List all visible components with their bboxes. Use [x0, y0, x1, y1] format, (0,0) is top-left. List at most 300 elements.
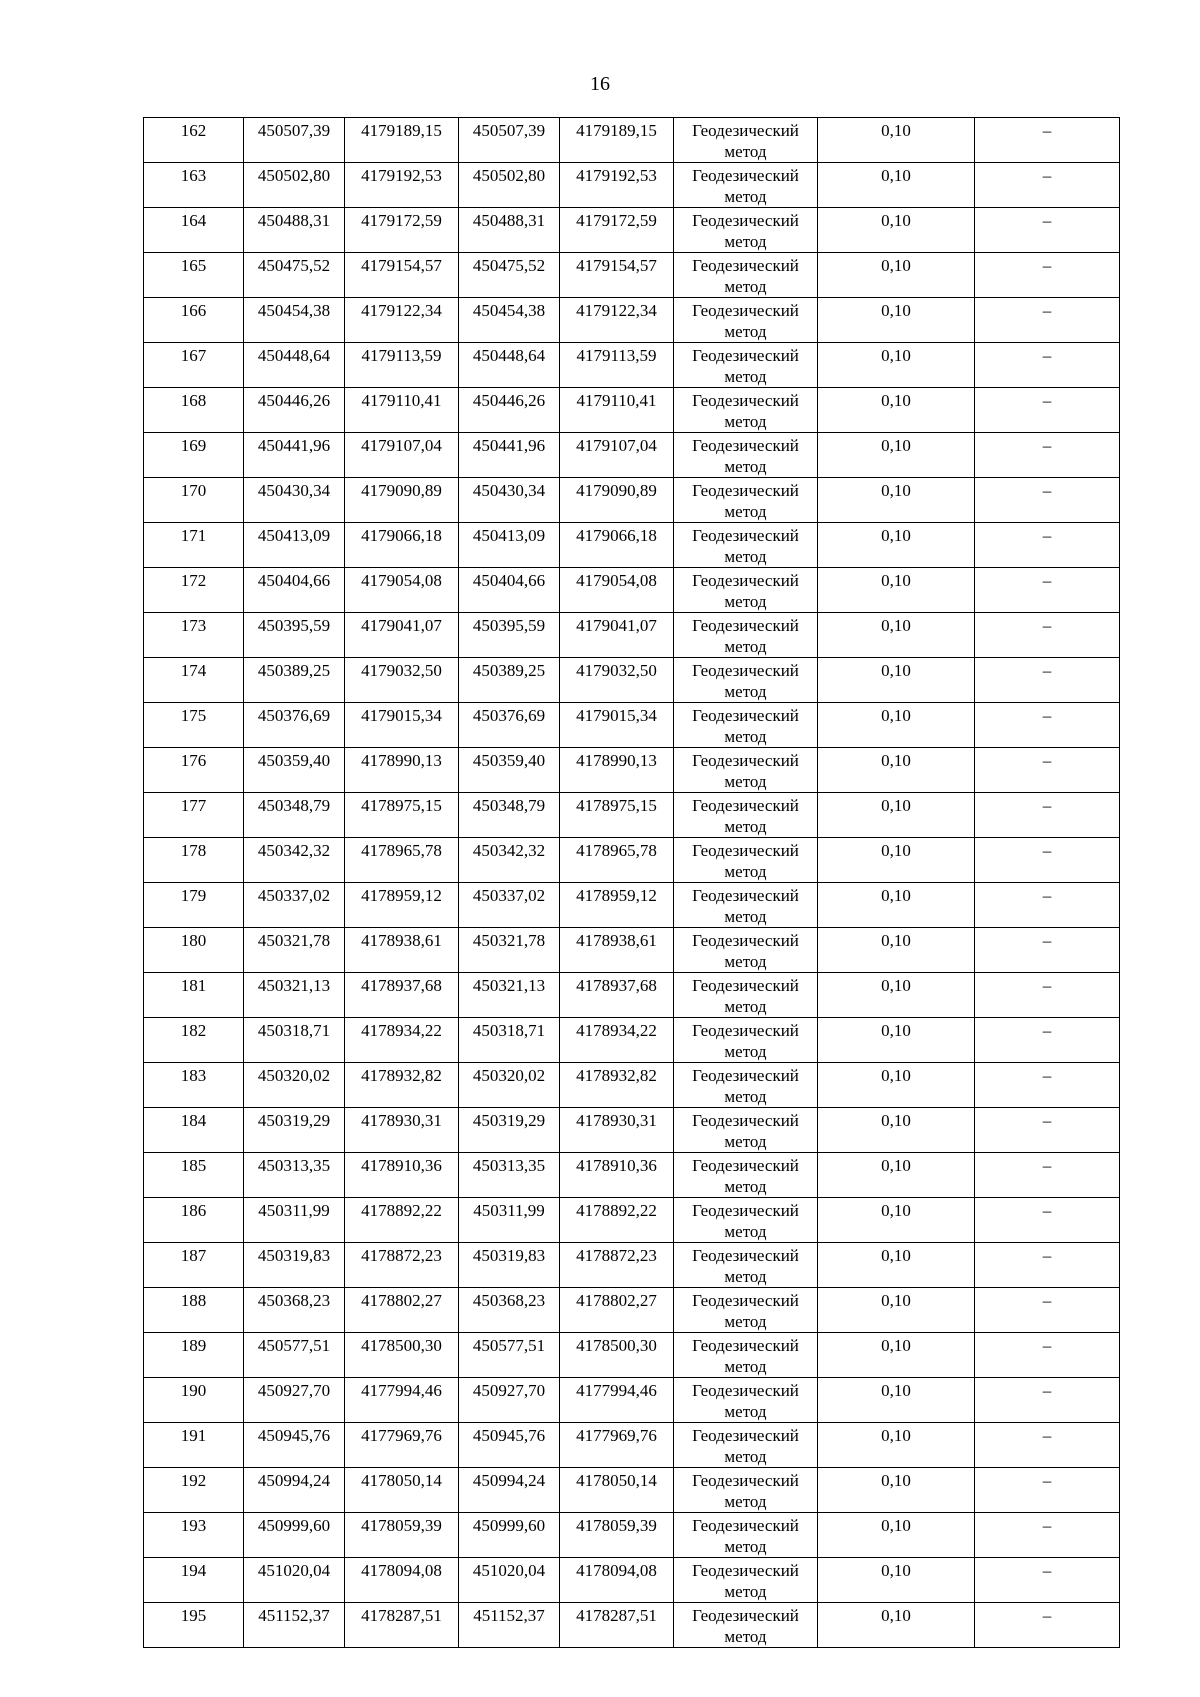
refined-y-cell: 4178059,39 — [560, 1513, 674, 1558]
point-number-cell: 180 — [144, 928, 244, 973]
point-number-cell: 192 — [144, 1468, 244, 1513]
method-line-1: Геодезический — [692, 391, 799, 410]
accuracy-cell: 0,10 — [818, 388, 975, 433]
refined-y-cell: 4178975,15 — [560, 793, 674, 838]
point-number-cell: 191 — [144, 1423, 244, 1468]
refined-y-cell: 4178802,27 — [560, 1288, 674, 1333]
accuracy-cell: 0,10 — [818, 703, 975, 748]
method-cell — [674, 1018, 818, 1063]
refined-y-cell: 4178287,51 — [560, 1603, 674, 1648]
note-cell: – — [975, 1063, 1120, 1108]
refined-y-cell: 4178930,31 — [560, 1108, 674, 1153]
table-row — [144, 253, 1120, 298]
method-line-1: Геодезический — [692, 1021, 799, 1040]
method-cell — [674, 343, 818, 388]
method-cell — [674, 1333, 818, 1378]
table-row — [144, 748, 1120, 793]
existing-y-cell: 4179107,04 — [345, 433, 459, 478]
method-line-2: метод — [724, 997, 767, 1016]
existing-x-cell: 450342,32 — [244, 838, 345, 883]
point-number-cell: 173 — [144, 613, 244, 658]
method-cell — [674, 928, 818, 973]
refined-x-cell: 450342,32 — [459, 838, 560, 883]
existing-y-cell: 4178932,82 — [345, 1063, 459, 1108]
refined-x-cell: 450404,66 — [459, 568, 560, 613]
refined-x-cell: 450994,24 — [459, 1468, 560, 1513]
refined-y-cell: 4179110,41 — [560, 388, 674, 433]
method-line-2: метод — [724, 592, 767, 611]
point-number-cell: 194 — [144, 1558, 244, 1603]
accuracy-cell: 0,10 — [818, 658, 975, 703]
table-row — [144, 1513, 1120, 1558]
refined-x-cell: 450927,70 — [459, 1378, 560, 1423]
refined-x-cell: 450507,39 — [459, 118, 560, 163]
method-line-2: метод — [724, 682, 767, 701]
point-number-cell: 176 — [144, 748, 244, 793]
refined-x-cell: 450999,60 — [459, 1513, 560, 1558]
method-line-1: Геодезический — [692, 301, 799, 320]
page-number: 16 — [590, 73, 610, 95]
method-cell — [674, 1468, 818, 1513]
point-number-cell: 177 — [144, 793, 244, 838]
method-line-2: метод — [724, 277, 767, 296]
refined-y-cell: 4177994,46 — [560, 1378, 674, 1423]
method-line-1: Геодезический — [692, 1561, 799, 1580]
existing-y-cell: 4178094,08 — [345, 1558, 459, 1603]
method-line-2: метод — [724, 1582, 767, 1601]
table-row — [144, 568, 1120, 613]
accuracy-cell: 0,10 — [818, 1243, 975, 1288]
method-cell — [674, 748, 818, 793]
refined-x-cell: 450502,80 — [459, 163, 560, 208]
method-line-1: Геодезический — [692, 661, 799, 680]
note-cell: – — [975, 793, 1120, 838]
note-cell: – — [975, 478, 1120, 523]
refined-y-cell: 4178937,68 — [560, 973, 674, 1018]
existing-y-cell: 4178930,31 — [345, 1108, 459, 1153]
method-cell — [674, 118, 818, 163]
method-line-2: метод — [724, 142, 767, 161]
existing-y-cell: 4178990,13 — [345, 748, 459, 793]
method-cell — [674, 1198, 818, 1243]
point-number-cell: 193 — [144, 1513, 244, 1558]
accuracy-cell: 0,10 — [818, 1468, 975, 1513]
table-row — [144, 343, 1120, 388]
existing-y-cell: 4178959,12 — [345, 883, 459, 928]
existing-x-cell: 450488,31 — [244, 208, 345, 253]
method-line-1: Геодезический — [692, 481, 799, 500]
method-cell — [674, 1153, 818, 1198]
refined-y-cell: 4179041,07 — [560, 613, 674, 658]
existing-x-cell: 450994,24 — [244, 1468, 345, 1513]
refined-y-cell: 4179015,34 — [560, 703, 674, 748]
accuracy-cell: 0,10 — [818, 1153, 975, 1198]
accuracy-cell: 0,10 — [818, 253, 975, 298]
accuracy-cell: 0,10 — [818, 568, 975, 613]
refined-y-cell: 4178965,78 — [560, 838, 674, 883]
method-line-1: Геодезический — [692, 706, 799, 725]
refined-y-cell: 4179066,18 — [560, 523, 674, 568]
accuracy-cell: 0,10 — [818, 1423, 975, 1468]
accuracy-cell: 0,10 — [818, 298, 975, 343]
table-row — [144, 433, 1120, 478]
table-row — [144, 658, 1120, 703]
point-number-cell: 171 — [144, 523, 244, 568]
existing-x-cell: 450395,59 — [244, 613, 345, 658]
note-cell: – — [975, 1243, 1120, 1288]
point-number-cell: 179 — [144, 883, 244, 928]
table-row — [144, 703, 1120, 748]
accuracy-cell: 0,10 — [818, 1288, 975, 1333]
table-row — [144, 1108, 1120, 1153]
method-line-2: метод — [724, 1537, 767, 1556]
existing-y-cell: 4178910,36 — [345, 1153, 459, 1198]
method-line-2: метод — [724, 1132, 767, 1151]
existing-y-cell: 4178059,39 — [345, 1513, 459, 1558]
method-line-1: Геодезический — [692, 796, 799, 815]
table-row — [144, 838, 1120, 883]
note-cell: – — [975, 433, 1120, 478]
accuracy-cell: 0,10 — [818, 838, 975, 883]
table-row — [144, 1063, 1120, 1108]
note-cell: – — [975, 208, 1120, 253]
existing-y-cell: 4178802,27 — [345, 1288, 459, 1333]
point-number-cell: 167 — [144, 343, 244, 388]
method-cell — [674, 523, 818, 568]
method-line-1: Геодезический — [692, 616, 799, 635]
method-line-2: метод — [724, 817, 767, 836]
method-line-2: метод — [724, 1627, 767, 1646]
existing-y-cell: 4179192,53 — [345, 163, 459, 208]
point-number-cell: 165 — [144, 253, 244, 298]
existing-y-cell: 4178872,23 — [345, 1243, 459, 1288]
accuracy-cell: 0,10 — [818, 478, 975, 523]
existing-x-cell: 450446,26 — [244, 388, 345, 433]
existing-y-cell: 4178934,22 — [345, 1018, 459, 1063]
method-cell — [674, 163, 818, 208]
method-cell — [674, 793, 818, 838]
method-line-1: Геодезический — [692, 346, 799, 365]
note-cell: – — [975, 1333, 1120, 1378]
method-line-1: Геодезический — [692, 751, 799, 770]
refined-x-cell: 451020,04 — [459, 1558, 560, 1603]
existing-y-cell: 4179110,41 — [345, 388, 459, 433]
existing-y-cell: 4179189,15 — [345, 118, 459, 163]
note-cell: – — [975, 343, 1120, 388]
method-cell — [674, 568, 818, 613]
method-cell — [674, 973, 818, 1018]
existing-x-cell: 450404,66 — [244, 568, 345, 613]
refined-x-cell: 450488,31 — [459, 208, 560, 253]
refined-x-cell: 450395,59 — [459, 613, 560, 658]
method-cell — [674, 1108, 818, 1153]
existing-x-cell: 450376,69 — [244, 703, 345, 748]
existing-x-cell: 450927,70 — [244, 1378, 345, 1423]
note-cell: – — [975, 1603, 1120, 1648]
table-row — [144, 523, 1120, 568]
refined-x-cell: 450321,13 — [459, 973, 560, 1018]
method-line-2: метод — [724, 862, 767, 881]
table-row — [144, 298, 1120, 343]
existing-y-cell: 4178975,15 — [345, 793, 459, 838]
refined-y-cell: 4179172,59 — [560, 208, 674, 253]
existing-x-cell: 450320,02 — [244, 1063, 345, 1108]
method-line-2: метод — [724, 1177, 767, 1196]
table-row — [144, 1333, 1120, 1378]
point-number-cell: 166 — [144, 298, 244, 343]
method-cell — [674, 253, 818, 298]
method-line-1: Геодезический — [692, 1201, 799, 1220]
point-number-cell: 186 — [144, 1198, 244, 1243]
note-cell: – — [975, 1108, 1120, 1153]
point-number-cell: 169 — [144, 433, 244, 478]
note-cell: – — [975, 1468, 1120, 1513]
method-cell — [674, 838, 818, 883]
refined-x-cell: 450368,23 — [459, 1288, 560, 1333]
refined-x-cell: 450430,34 — [459, 478, 560, 523]
table-row — [144, 478, 1120, 523]
method-line-2: метод — [724, 1312, 767, 1331]
refined-x-cell: 451152,37 — [459, 1603, 560, 1648]
method-line-1: Геодезический — [692, 1156, 799, 1175]
note-cell: – — [975, 613, 1120, 658]
refined-x-cell: 450318,71 — [459, 1018, 560, 1063]
coordinates-table — [143, 117, 1120, 1648]
refined-x-cell: 450577,51 — [459, 1333, 560, 1378]
existing-x-cell: 450348,79 — [244, 793, 345, 838]
accuracy-cell: 0,10 — [818, 973, 975, 1018]
existing-x-cell: 450448,64 — [244, 343, 345, 388]
note-cell: – — [975, 1153, 1120, 1198]
refined-y-cell: 4179090,89 — [560, 478, 674, 523]
refined-x-cell: 450376,69 — [459, 703, 560, 748]
existing-x-cell: 450313,35 — [244, 1153, 345, 1198]
accuracy-cell: 0,10 — [818, 1378, 975, 1423]
existing-y-cell: 4179054,08 — [345, 568, 459, 613]
existing-x-cell: 450321,78 — [244, 928, 345, 973]
method-line-2: метод — [724, 1042, 767, 1061]
refined-y-cell: 4178932,82 — [560, 1063, 674, 1108]
existing-y-cell: 4179113,59 — [345, 343, 459, 388]
table-row — [144, 883, 1120, 928]
point-number-cell: 174 — [144, 658, 244, 703]
refined-x-cell: 450475,52 — [459, 253, 560, 298]
note-cell: – — [975, 973, 1120, 1018]
existing-x-cell: 450999,60 — [244, 1513, 345, 1558]
note-cell: – — [975, 568, 1120, 613]
method-line-1: Геодезический — [692, 1066, 799, 1085]
existing-x-cell: 451152,37 — [244, 1603, 345, 1648]
note-cell: – — [975, 703, 1120, 748]
accuracy-cell: 0,10 — [818, 613, 975, 658]
point-number-cell: 175 — [144, 703, 244, 748]
accuracy-cell: 0,10 — [818, 343, 975, 388]
point-number-cell: 168 — [144, 388, 244, 433]
method-line-1: Геодезический — [692, 526, 799, 545]
method-line-1: Геодезический — [692, 571, 799, 590]
method-cell — [674, 658, 818, 703]
existing-x-cell: 450430,34 — [244, 478, 345, 523]
method-cell — [674, 1378, 818, 1423]
refined-y-cell: 4179122,34 — [560, 298, 674, 343]
method-line-1: Геодезический — [692, 1426, 799, 1445]
method-line-2: метод — [724, 772, 767, 791]
refined-y-cell: 4178934,22 — [560, 1018, 674, 1063]
note-cell: – — [975, 253, 1120, 298]
existing-x-cell: 450945,76 — [244, 1423, 345, 1468]
method-line-1: Геодезический — [692, 931, 799, 950]
existing-x-cell: 450502,80 — [244, 163, 345, 208]
refined-x-cell: 450441,96 — [459, 433, 560, 478]
refined-x-cell: 450359,40 — [459, 748, 560, 793]
table-row — [144, 1423, 1120, 1468]
accuracy-cell: 0,10 — [818, 1018, 975, 1063]
refined-x-cell: 450446,26 — [459, 388, 560, 433]
method-line-1: Геодезический — [692, 436, 799, 455]
method-cell — [674, 613, 818, 658]
point-number-cell: 170 — [144, 478, 244, 523]
table-row — [144, 118, 1120, 163]
method-cell — [674, 1243, 818, 1288]
table-row — [144, 793, 1120, 838]
method-line-2: метод — [724, 322, 767, 341]
note-cell: – — [975, 1378, 1120, 1423]
refined-x-cell: 450319,29 — [459, 1108, 560, 1153]
existing-y-cell: 4179015,34 — [345, 703, 459, 748]
method-cell — [674, 433, 818, 478]
existing-y-cell: 4179066,18 — [345, 523, 459, 568]
note-cell: – — [975, 1018, 1120, 1063]
accuracy-cell: 0,10 — [818, 928, 975, 973]
method-line-2: метод — [724, 457, 767, 476]
point-number-cell: 164 — [144, 208, 244, 253]
note-cell: – — [975, 118, 1120, 163]
refined-x-cell: 450337,02 — [459, 883, 560, 928]
existing-y-cell: 4178287,51 — [345, 1603, 459, 1648]
existing-x-cell: 450321,13 — [244, 973, 345, 1018]
existing-x-cell: 450311,99 — [244, 1198, 345, 1243]
note-cell: – — [975, 1513, 1120, 1558]
point-number-cell: 182 — [144, 1018, 244, 1063]
method-line-1: Геодезический — [692, 121, 799, 140]
accuracy-cell: 0,10 — [818, 1513, 975, 1558]
table-row — [144, 1288, 1120, 1333]
table-row — [144, 928, 1120, 973]
refined-y-cell: 4179107,04 — [560, 433, 674, 478]
existing-x-cell: 450475,52 — [244, 253, 345, 298]
method-cell — [674, 298, 818, 343]
existing-y-cell: 4179122,34 — [345, 298, 459, 343]
method-line-2: метод — [724, 907, 767, 926]
accuracy-cell: 0,10 — [818, 1333, 975, 1378]
refined-x-cell: 450413,09 — [459, 523, 560, 568]
method-line-1: Геодезический — [692, 1471, 799, 1490]
note-cell: – — [975, 1198, 1120, 1243]
method-line-2: метод — [724, 187, 767, 206]
accuracy-cell: 0,10 — [818, 1198, 975, 1243]
point-number-cell: 172 — [144, 568, 244, 613]
note-cell: – — [975, 163, 1120, 208]
method-line-2: метод — [724, 1357, 767, 1376]
refined-y-cell: 4179113,59 — [560, 343, 674, 388]
refined-x-cell: 450321,78 — [459, 928, 560, 973]
existing-x-cell: 451020,04 — [244, 1558, 345, 1603]
method-line-2: метод — [724, 637, 767, 656]
existing-y-cell: 4179090,89 — [345, 478, 459, 523]
note-cell: – — [975, 298, 1120, 343]
refined-y-cell: 4178938,61 — [560, 928, 674, 973]
method-cell — [674, 883, 818, 928]
method-line-1: Геодезический — [692, 1516, 799, 1535]
method-line-2: метод — [724, 1222, 767, 1241]
table-row — [144, 1243, 1120, 1288]
refined-x-cell: 450348,79 — [459, 793, 560, 838]
method-line-2: метод — [724, 1492, 767, 1511]
table-row — [144, 1558, 1120, 1603]
table-row — [144, 163, 1120, 208]
refined-x-cell: 450319,83 — [459, 1243, 560, 1288]
method-line-1: Геодезический — [692, 256, 799, 275]
method-cell — [674, 1513, 818, 1558]
accuracy-cell: 0,10 — [818, 1603, 975, 1648]
existing-y-cell: 4178937,68 — [345, 973, 459, 1018]
method-line-1: Геодезический — [692, 211, 799, 230]
method-cell — [674, 208, 818, 253]
existing-x-cell: 450337,02 — [244, 883, 345, 928]
accuracy-cell: 0,10 — [818, 208, 975, 253]
note-cell: – — [975, 1558, 1120, 1603]
point-number-cell: 163 — [144, 163, 244, 208]
method-line-1: Геодезический — [692, 1111, 799, 1130]
note-cell: – — [975, 523, 1120, 568]
existing-x-cell: 450577,51 — [244, 1333, 345, 1378]
existing-y-cell: 4178938,61 — [345, 928, 459, 973]
table-row — [144, 1468, 1120, 1513]
existing-x-cell: 450319,83 — [244, 1243, 345, 1288]
existing-x-cell: 450389,25 — [244, 658, 345, 703]
accuracy-cell: 0,10 — [818, 883, 975, 928]
point-number-cell: 195 — [144, 1603, 244, 1648]
note-cell: – — [975, 928, 1120, 973]
existing-x-cell: 450368,23 — [244, 1288, 345, 1333]
point-number-cell: 187 — [144, 1243, 244, 1288]
refined-y-cell: 4179192,53 — [560, 163, 674, 208]
method-line-2: метод — [724, 952, 767, 971]
existing-x-cell: 450413,09 — [244, 523, 345, 568]
point-number-cell: 183 — [144, 1063, 244, 1108]
method-line-1: Геодезический — [692, 886, 799, 905]
existing-x-cell: 450441,96 — [244, 433, 345, 478]
refined-x-cell: 450311,99 — [459, 1198, 560, 1243]
existing-x-cell: 450318,71 — [244, 1018, 345, 1063]
note-cell: – — [975, 748, 1120, 793]
refined-x-cell: 450313,35 — [459, 1153, 560, 1198]
accuracy-cell: 0,10 — [818, 163, 975, 208]
method-line-2: метод — [724, 1267, 767, 1286]
method-line-2: метод — [724, 412, 767, 431]
method-line-2: метод — [724, 367, 767, 386]
point-number-cell: 178 — [144, 838, 244, 883]
method-cell — [674, 1423, 818, 1468]
existing-y-cell: 4178050,14 — [345, 1468, 459, 1513]
method-line-1: Геодезический — [692, 1381, 799, 1400]
method-line-1: Геодезический — [692, 166, 799, 185]
method-line-1: Геодезический — [692, 1291, 799, 1310]
existing-y-cell: 4178965,78 — [345, 838, 459, 883]
table-row — [144, 1018, 1120, 1063]
existing-x-cell: 450319,29 — [244, 1108, 345, 1153]
note-cell: – — [975, 1288, 1120, 1333]
